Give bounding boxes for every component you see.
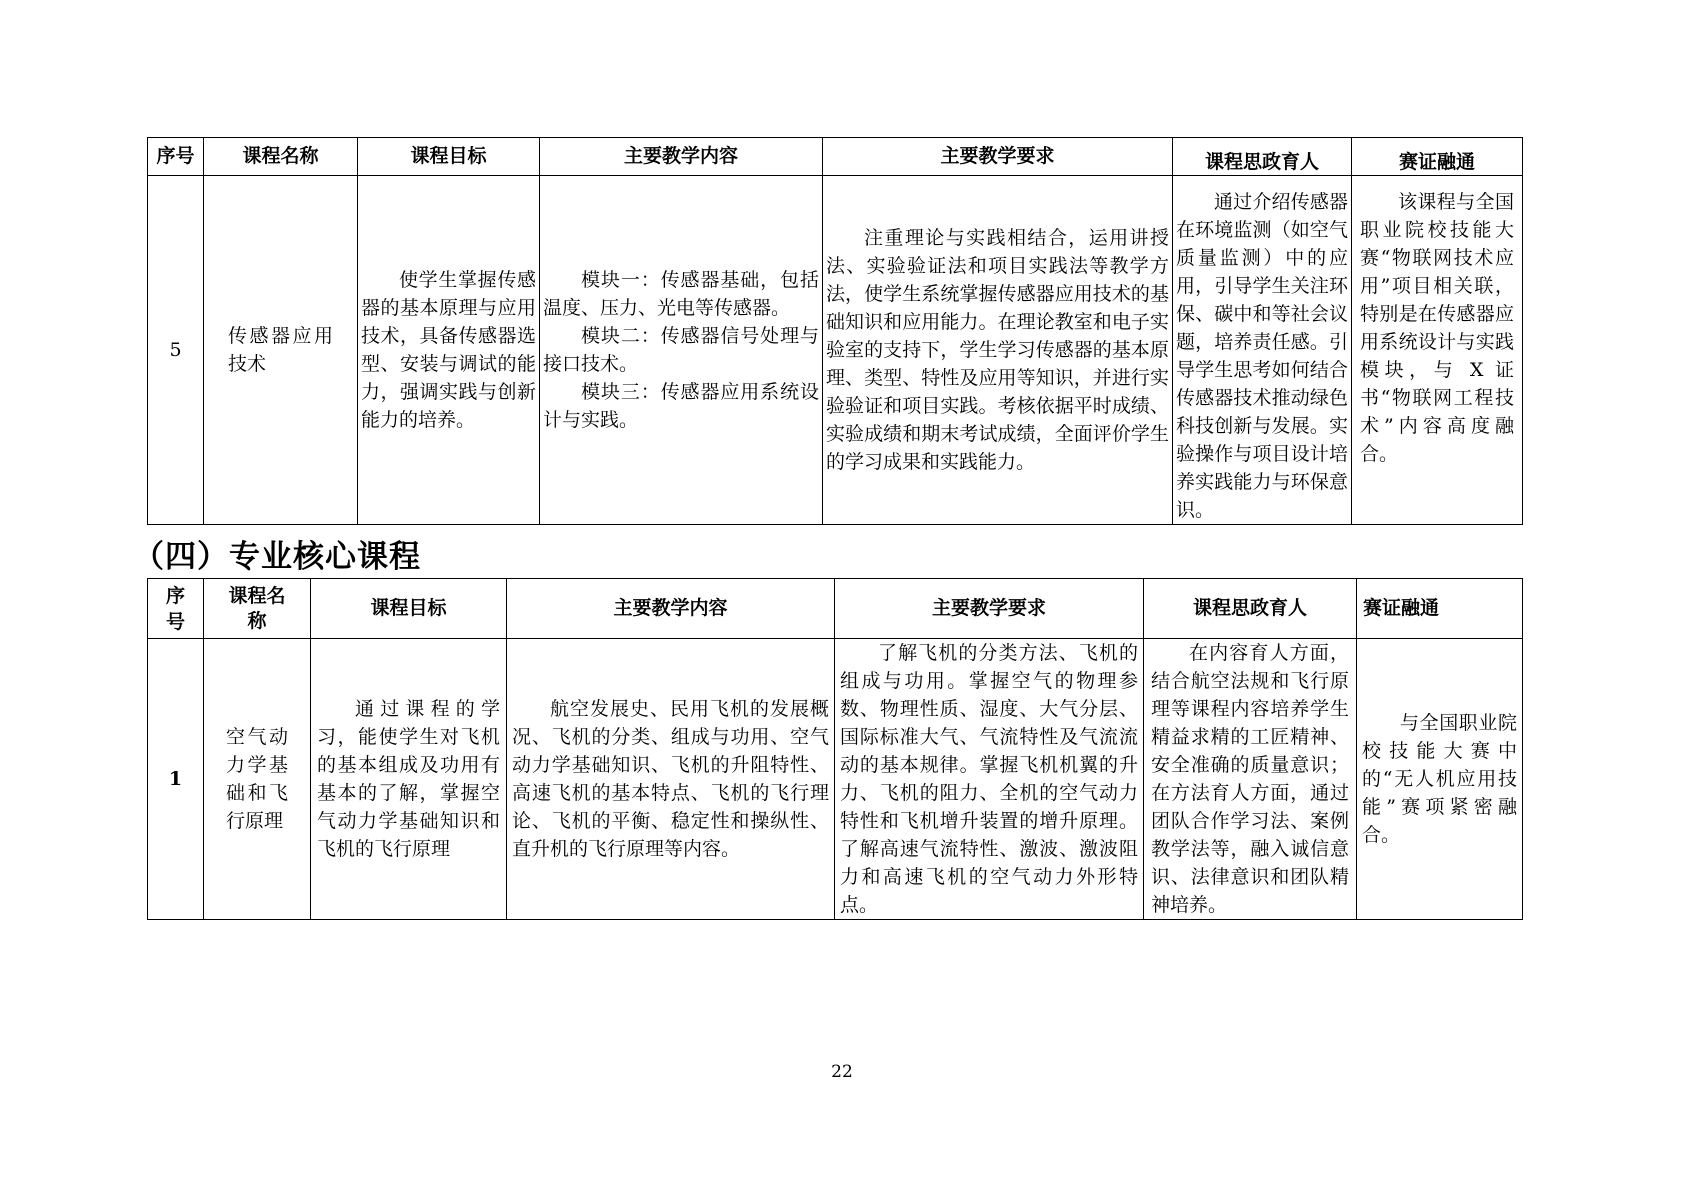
teaching-requirements-text: 注重理论与实践相结合，运用讲授法、实验验证法和项目实践法等教学方法，使学生系统掌握传感器应用技术的基础知识和应用能力。在理论教室和电子实验室的支持下，学生学习传感器的基本原理、类型、特性及应用等知识，并进行实验验证和项目实践。考核依据平时成绩、实验成绩和期末考试成绩，全面评价学生的学习成果和实践能力。: [826, 227, 1169, 473]
content-module-1: 模块一：传感器基础，包括温度、压力、光电等传感器。: [543, 269, 819, 319]
table-row: [148, 639, 1523, 920]
competition-certificate-text: 与全国职业院校技能大赛中的“无人机应用技能”赛项紧密融合。: [1362, 712, 1517, 846]
course-goal-text: 通过课程的学习，能使学生对飞机的基本组成及功用有基本的了解，掌握空气动力学基础知识和飞机的飞行原理: [317, 698, 500, 860]
course-seq: [148, 176, 204, 525]
header-course-goal: 课程目标: [311, 579, 507, 639]
teaching-content-cell: [540, 176, 823, 525]
course-table-continuation: [147, 137, 1523, 525]
table-header-row: [148, 138, 1523, 176]
content-module-3: 模块三：传感器应用系统设计与实践。: [543, 381, 819, 431]
competition-certificate-cell: [1357, 639, 1523, 920]
header-teaching-content: 主要教学内容: [540, 138, 823, 176]
header-ideology-education: 课程思政育人: [1144, 579, 1357, 639]
header-ideology-education: 课程思政育人: [1173, 138, 1352, 176]
ideology-education-text: 在内容育人方面，结合航空法规和飞行原理等课程内容培养学生精益求精的工匠精神、安全准确的质量意识；在方法育人方面，通过团队合作学习法、案例教学法等，融入诚信意识、法律意识和团队精神培养。: [1151, 642, 1349, 916]
course-goal-cell: [311, 639, 507, 920]
course-name-text: 传感器应用技术: [228, 325, 333, 375]
ideology-education-cell: [1173, 176, 1352, 525]
header-seq: 序号: [148, 138, 204, 176]
page-number: 22: [831, 1062, 853, 1082]
header-competition-certificate: 赛证融通: [1357, 579, 1523, 639]
header-teaching-content: 主要教学内容: [507, 579, 835, 639]
ideology-education-text: 通过介绍传感器在环境监测（如空气质量监测）中的应用，引导学生关注环保、碳中和等社会议题，培养责任感。引导学生思考如何结合传感器技术推动绿色科技创新与发展。实验操作与项目设计培养实践能力与环保意识。: [1176, 191, 1348, 521]
table-header-row: [148, 579, 1523, 639]
header-teaching-requirements: 主要教学要求: [835, 579, 1144, 639]
competition-certificate-cell: [1352, 176, 1523, 525]
course-seq-value: 5: [169, 339, 182, 361]
teaching-content-text: 航空发展史、民用飞机的发展概况、飞机的分类、组成与功用、空气动力学基础知识、飞机的升阻特性、高速飞机的基本特点、飞机的飞行理论、飞机的平衡、稳定性和操纵性、直升机的飞行原理等内容。: [512, 698, 829, 860]
header-course-name: 课程名称: [204, 579, 311, 639]
ideology-education-cell: [1144, 639, 1357, 920]
competition-certificate-text: 该课程与全国职业院校技能大赛“物联网技术应用”项目相关联，特别是在传感器应用系统设计与实践模块，与 X 证书“物联网工程技术”内容高度融合。: [1360, 191, 1514, 465]
course-name-text: 空气动力学基础和飞行原理: [226, 726, 288, 832]
section-heading: （四）专业核心课程: [133, 539, 421, 575]
course-name-cell: [204, 176, 358, 525]
core-course-table: [147, 578, 1523, 920]
course-goal-text: 使学生掌握传感器的基本原理与应用技术，具备传感器选型、安装与调试的能力，强调实践与创新能力的培养。: [361, 269, 536, 431]
teaching-content-cell: [507, 639, 835, 920]
course-name-cell: [204, 639, 311, 920]
teaching-requirements-cell: [823, 176, 1173, 525]
course-goal-cell: [358, 176, 540, 525]
course-seq: [148, 639, 204, 920]
header-teaching-requirements: 主要教学要求: [823, 138, 1173, 176]
content-module-2: 模块二：传感器信号处理与接口技术。: [543, 325, 819, 375]
teaching-requirements-text: 了解飞机的分类方法、飞机的组成与功用。掌握空气的物理参数、物理性质、湿度、大气分层、国际标准大气、气流特性及气流流动的基本规律。掌握飞机机翼的升力、飞机的阻力、全机的空气动力特性和飞机增升装置的增升原理。了解高速气流特性、激波、激波阻力和高速飞机的空气动力外形特点。: [840, 642, 1138, 916]
header-course-goal: 课程目标: [358, 138, 540, 176]
header-course-name: 课程名称: [204, 138, 358, 176]
header-competition-certificate: 赛证融通: [1352, 138, 1523, 176]
header-seq: 序号: [148, 579, 204, 639]
table-row: [148, 176, 1523, 525]
course-seq-value: 1: [168, 768, 183, 790]
teaching-requirements-cell: [835, 639, 1144, 920]
